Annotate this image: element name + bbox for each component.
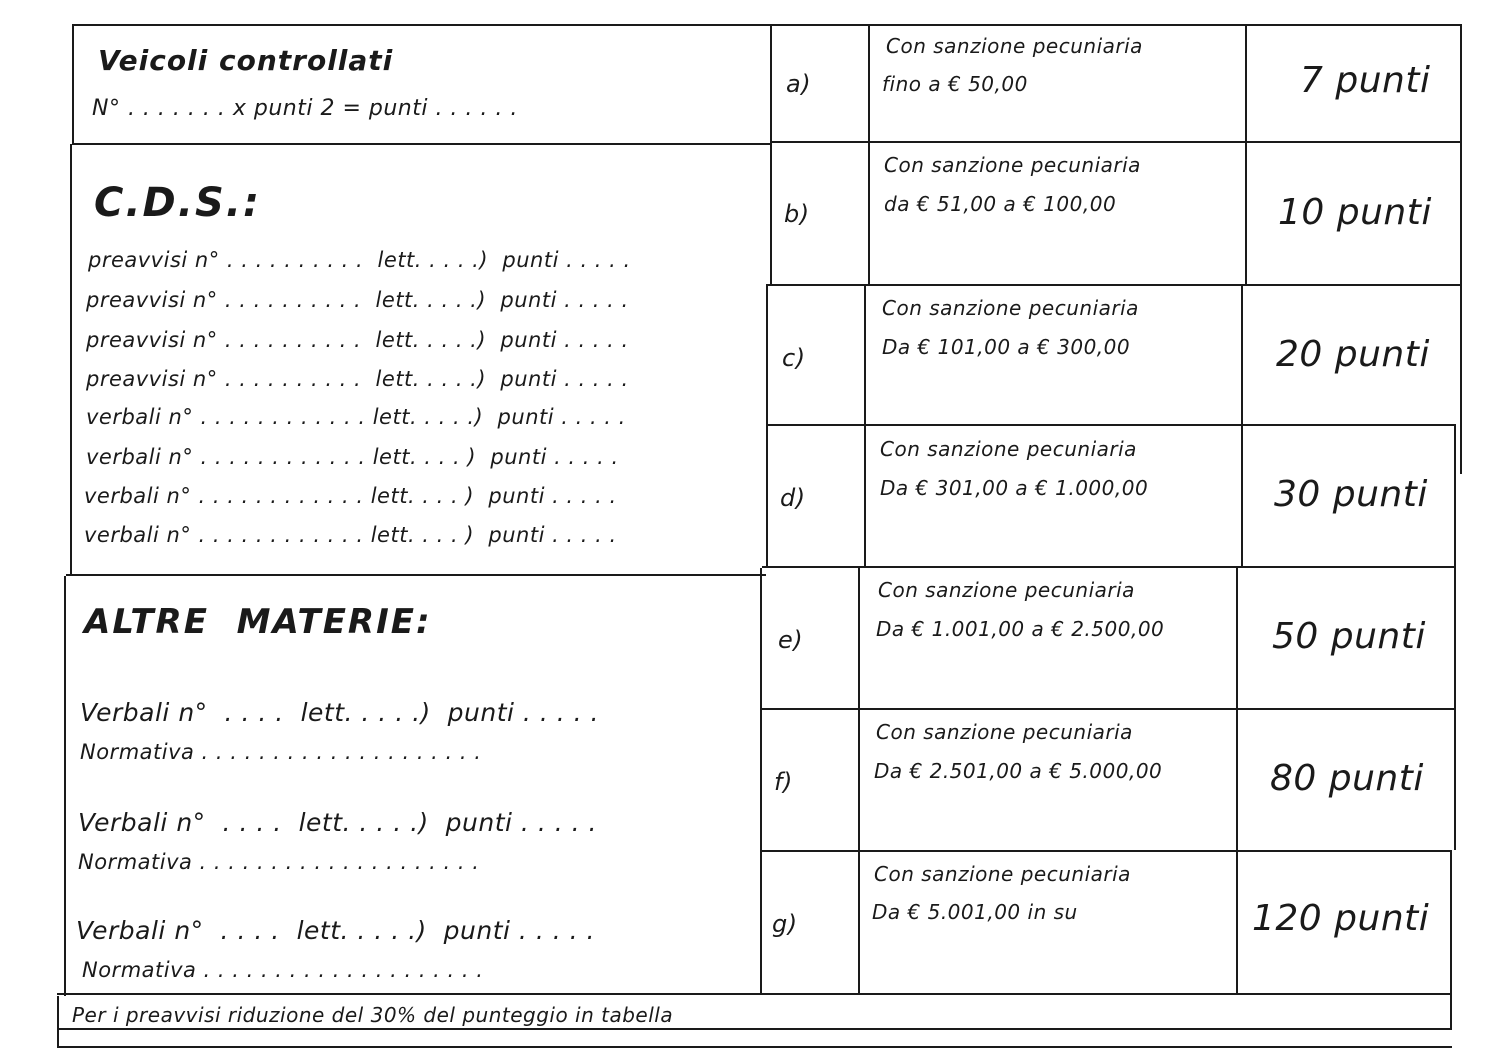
- footer-divider: [57, 1028, 1452, 1030]
- cds-line: preavvisi n° . . . . . . . . . . lett. . . . .) punti . . . . .: [86, 288, 629, 312]
- altre-verbali-line: Verbali n° . . . . lett. . . . .) punti . . . . .: [78, 808, 597, 837]
- cds-line: verbali n° . . . . . . . . . . . . lett. . . . ) punti . . . . .: [84, 484, 617, 508]
- table-border-top: [73, 24, 1462, 26]
- row-letter: d): [780, 484, 806, 512]
- row-desc-range: Da € 101,00 a € 300,00: [882, 335, 1131, 359]
- cds-line: verbali n° . . . . . . . . . . . . lett. . . . ) punti . . . . .: [84, 523, 617, 547]
- footer-note: Per i preavvisi riduzione del 30% del punteggio in tabella: [72, 1003, 674, 1027]
- row-desc-heading: Con sanzione pecuniaria: [884, 153, 1141, 177]
- veicoli-count-line: N° . . . . . . . x punti 2 = punti . . . . . .: [92, 96, 518, 121]
- cds-line: preavvisi n° . . . . . . . . . . lett. . . . .) punti . . . . .: [86, 367, 629, 391]
- row-desc-heading: Con sanzione pecuniaria: [880, 437, 1137, 461]
- altre-materie-title: ALTRE MATERIE:: [84, 602, 432, 642]
- row-divider: [760, 850, 1452, 852]
- cds-line: verbali n° . . . . . . . . . . . . lett. . . . ) punti . . . . .: [86, 445, 619, 469]
- cds-line: verbali n° . . . . . . . . . . . . lett. . . . .) punti . . . . .: [86, 405, 626, 429]
- column-divider: [770, 24, 772, 284]
- column-divider: [868, 24, 870, 284]
- column-divider: [1236, 568, 1238, 994]
- row-letter: a): [786, 70, 812, 98]
- altre-verbali-line: Verbali n° . . . . lett. . . . .) punti . . . . .: [80, 698, 599, 727]
- column-divider: [858, 568, 860, 994]
- column-divider: [760, 568, 762, 994]
- row-points: 7 punti: [1300, 60, 1431, 101]
- section-divider: [66, 574, 766, 576]
- row-points: 30 punti: [1274, 474, 1428, 515]
- row-divider: [760, 708, 1456, 710]
- row-desc-range: Da € 5.001,00 in su: [872, 900, 1078, 924]
- altre-normativa-line: Normativa . . . . . . . . . . . . . . . . . . . .: [82, 958, 484, 982]
- row-desc-heading: Con sanzione pecuniaria: [874, 862, 1131, 886]
- row-desc-heading: Con sanzione pecuniaria: [882, 296, 1139, 320]
- row-divider: [766, 284, 1460, 286]
- cds-line: preavvisi n° . . . . . . . . . . lett. . . . .) punti . . . . .: [88, 248, 631, 272]
- altre-normativa-line: Normativa . . . . . . . . . . . . . . . . . . . .: [80, 740, 482, 764]
- row-desc-range: fino a € 50,00: [882, 72, 1028, 96]
- row-letter: e): [778, 626, 804, 654]
- row-divider: [770, 141, 1462, 143]
- table-border-left: [64, 576, 66, 996]
- cds-title: C.D.S.:: [94, 180, 261, 226]
- table-border-left: [70, 144, 72, 576]
- row-desc-range: Da € 2.501,00 a € 5.000,00: [874, 759, 1163, 783]
- footer-divider: [57, 993, 1452, 995]
- column-divider: [1241, 284, 1243, 568]
- row-divider: [766, 424, 1456, 426]
- table-border-left: [72, 24, 74, 144]
- row-points: 50 punti: [1272, 616, 1426, 657]
- altre-normativa-line: Normativa . . . . . . . . . . . . . . . . . . . .: [78, 850, 480, 874]
- row-desc-heading: Con sanzione pecuniaria: [876, 720, 1133, 744]
- row-points: 120 punti: [1252, 898, 1430, 939]
- table-border-right: [1454, 424, 1456, 850]
- row-letter: c): [782, 344, 806, 372]
- row-letter: g): [772, 910, 798, 938]
- row-desc-range: Da € 1.001,00 a € 2.500,00: [876, 617, 1165, 641]
- row-desc-range: da € 51,00 a € 100,00: [884, 192, 1117, 216]
- table-border-left: [57, 996, 59, 1048]
- row-desc-range: Da € 301,00 a € 1.000,00: [880, 476, 1149, 500]
- row-desc-heading: Con sanzione pecuniaria: [886, 34, 1143, 58]
- table-border-bottom: [57, 1046, 1452, 1048]
- row-letter: f): [774, 768, 793, 796]
- row-points: 10 punti: [1278, 192, 1432, 233]
- cds-line: preavvisi n° . . . . . . . . . . lett. . . . .) punti . . . . .: [86, 328, 629, 352]
- column-divider: [864, 284, 866, 568]
- row-divider: [762, 566, 1456, 568]
- section-divider: [72, 143, 772, 145]
- row-letter: b): [784, 200, 810, 228]
- table-border-right: [1450, 850, 1452, 1028]
- table-border-right: [1460, 24, 1462, 474]
- column-divider: [1245, 24, 1247, 284]
- column-divider: [766, 284, 768, 568]
- row-points: 20 punti: [1276, 334, 1430, 375]
- row-desc-heading: Con sanzione pecuniaria: [878, 578, 1135, 602]
- veicoli-title: Veicoli controllati: [98, 44, 394, 77]
- row-points: 80 punti: [1270, 758, 1424, 799]
- altre-verbali-line: Verbali n° . . . . lett. . . . .) punti . . . . .: [76, 916, 595, 945]
